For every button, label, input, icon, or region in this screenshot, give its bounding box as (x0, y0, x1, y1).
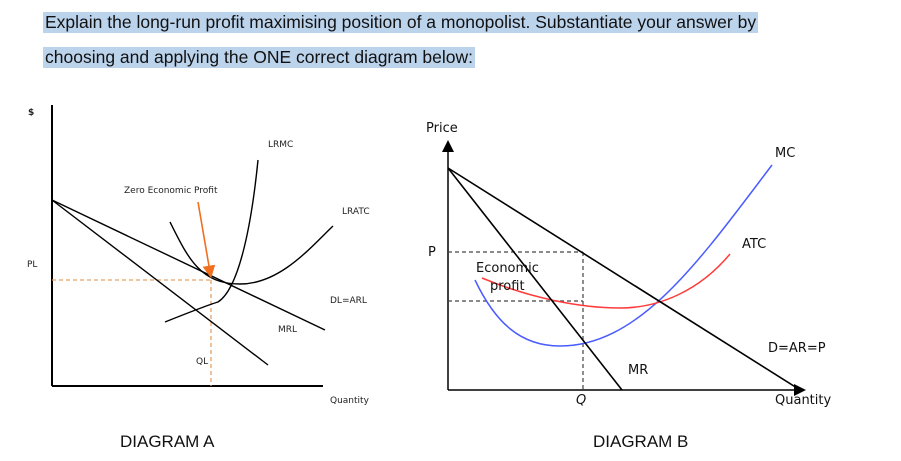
diagram-b-demand-label: D=AR=P (768, 341, 826, 356)
question-line-2: choosing and applying the ONE correct diagram below: (45, 47, 474, 67)
diagram-b-x-axis-label: Quantity (775, 393, 832, 408)
question-line-1: Explain the long-run profit maximising position of a monopolist. Substantiate your answer by (45, 12, 757, 32)
diagram-a-caption: DIAGRAM A (120, 432, 215, 451)
diagram-b-price-label: P (428, 245, 436, 260)
diagram-b-quantity-label: Q (576, 393, 587, 408)
diagram-a-demand-curve (52, 200, 325, 330)
diagram-b-profit-label-2: profit (490, 279, 525, 294)
diagram-b (426, 121, 831, 408)
diagram-b-mr-label: MR (628, 363, 649, 378)
diagram-b-y-axis-label: Price (426, 121, 458, 136)
diagram-a-mr-curve (52, 200, 268, 365)
diagram-a-lratc-label: LRATC (342, 207, 370, 217)
diagram-a-price-label: PL (27, 260, 38, 270)
diagram-a-annotation: Zero Economic Profit (124, 186, 218, 196)
diagram-b-profit-label-1: Economic (476, 261, 539, 276)
diagram-a-annotation-arrow (198, 202, 210, 272)
diagram-a-y-axis-label: $ (28, 108, 35, 118)
diagram-b-mc-label: MC (775, 146, 796, 161)
diagram-a (27, 105, 370, 406)
diagram-b-mr-curve (448, 168, 622, 390)
diagram-a-x-axis-label: Quantity (330, 396, 369, 406)
diagram-a-lratc-curve (170, 222, 333, 284)
diagram-a-quantity-label: QL (196, 357, 209, 367)
diagram-b-caption: DIAGRAM B (593, 432, 689, 451)
diagram-b-mc-curve (475, 165, 772, 346)
diagram-b-atc-label: ATC (742, 237, 767, 252)
diagram-a-lrmc-label: LRMC (268, 140, 294, 150)
diagram-a-demand-label: DL=ARL (330, 296, 367, 306)
diagram-a-mr-label: MRL (278, 325, 298, 335)
